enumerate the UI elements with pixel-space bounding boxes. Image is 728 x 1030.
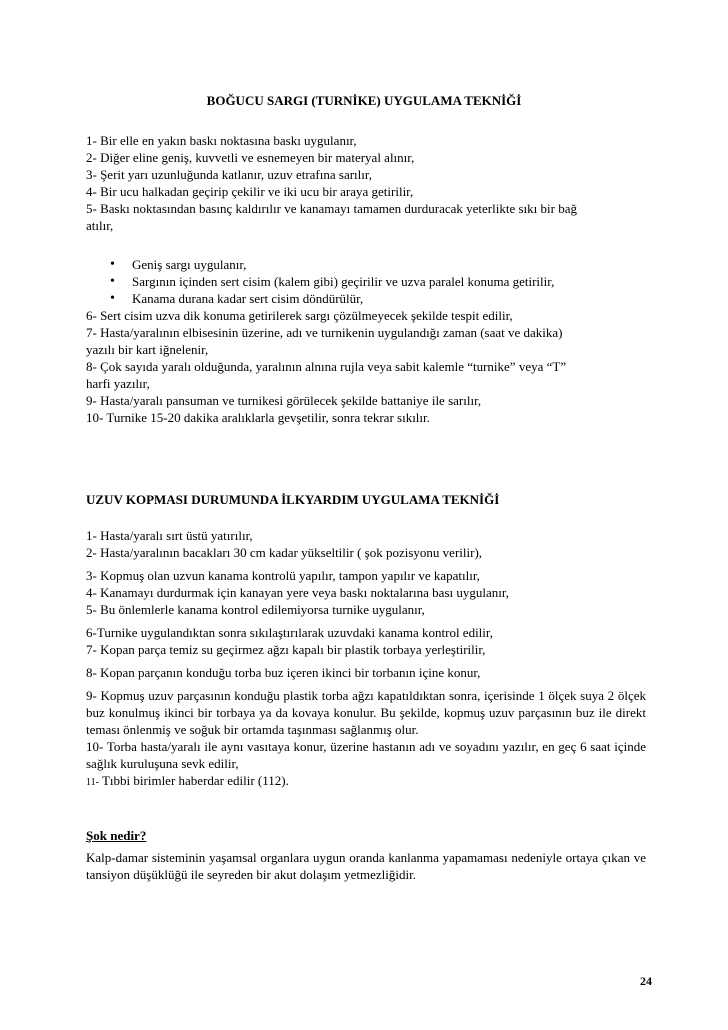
step-line: 1- Bir elle en yakın baskı noktasına baskı uygulanır, [86, 133, 357, 148]
definition-paragraph: Kalp-damar sisteminin yaşamsal organlara uygun oranda kanlanma yapamaması nedeniyle ortaya çıkan ve tansiyon düşüklüğü ile seyreden bir akut dolaşım yetmezliğidir. [86, 850, 646, 882]
step-line: 8- Çok sayıda yaralı olduğunda, yaralının alnına rujla veya sabit kalemle “turnike” veya “T” [86, 359, 567, 374]
step-line: 3- Şerit yarı uzunluğunda katlanır, uzuv etrafına sarılır, [86, 167, 372, 182]
step-line: 5- Bu önlemlerle kanama kontrol edilemiyorsa turnike uygulanır, [86, 602, 425, 617]
step-line: 2- Diğer eline geniş, kuvvetli ve esnemeyen bir materyal alınır, [86, 150, 415, 165]
step-line: 4- Bir ucu halkadan geçirip çekilir ve iki ucu bir araya getirilir, [86, 184, 414, 199]
uzuv-steps [86, 527, 646, 791]
step-number: 11- [86, 777, 99, 788]
step-paragraph: 9- Kopmuş uzuv parçasının konduğu plastik torba ağzı kapatıldıktan sonra, içerisinde 1 ölçek suya 2 ölçek buz konulmuş ikinci bir torbaya ya da kovaya konulur. Bu şekilde, kopmuş uzuv parçasının buz ile direkt teması önlenmiş ve soğuk bir ortamda taşınması sağlanmış olur. [86, 688, 646, 737]
section-heading: UZUV KOPMASI DURUMUNDA İLKYARDIM UYGULAMA TEKNİĞİ [86, 492, 500, 507]
bullet-list [86, 256, 646, 307]
step-line: 5- Baskı noktasından basınç kaldırılır ve kanamayı tamamen durduracak yeterlikte sıkı bir bağ [86, 201, 577, 216]
step-line: yazılı bir kart iğnelenir, [86, 342, 209, 357]
step-line: 6-Turnike uygulandıktan sonra sıkılaştırılarak uzuvdaki kanama kontrol edilir, [86, 625, 493, 640]
step-line: 6- Sert cisim uzva dik konuma getirilerek sargı çözülmeyecek şekilde tespit edilir, [86, 308, 513, 323]
bullet-item: • Kanama durana kadar sert cisim döndürülür, [86, 290, 646, 307]
page-number: 24 [640, 974, 652, 988]
step-paragraph: 10- Torba hasta/yaralı ile aynı vasıtaya konur, üzerine hastanın adı ve soyadını yazılır, en geç 6 saat içinde sağlık kuruluşuna sevk edilir, [86, 739, 646, 771]
bullet-item: • Sargının içinden sert cisim (kalem gibi) geçirilir ve uzva paralel konuma getirilir, [86, 273, 646, 290]
step-line: 7- Hasta/yaralının elbisesinin üzerine, adı ve turnikenin uygulandığı zaman (saat ve dakika) [86, 325, 563, 340]
step-line: 10- Turnike 15-20 dakika aralıklarla gevşetilir, sonra tekrar sıkılır. [86, 410, 430, 425]
turnike-steps [86, 132, 646, 234]
section-heading: Şok nedir? [86, 828, 147, 843]
step-text: Tıbbi birimler haberdar edilir (112). [98, 773, 289, 788]
bullet-item: • Geniş sargı uygulanır, [86, 256, 646, 273]
step-line: 2- Hasta/yaralının bacakları 30 cm kadar yükseltilir ( şok pozisyonu verilir), [86, 545, 483, 560]
step-line: 8- Kopan parçanın konduğu torba buz içeren ikinci bir torbanın içine konur, [86, 665, 481, 680]
step-line [86, 772, 646, 791]
step-line: atılır, [86, 218, 114, 233]
step-line: 7- Kopan parça temiz su geçirmez ağzı kapalı bir plastik torbaya yerleştirilir, [86, 642, 486, 657]
page-title: BOĞUCU SARGI (TURNİKE) UYGULAMA TEKNİĞİ [206, 93, 522, 108]
step-line: 1- Hasta/yaralı sırt üstü yatırılır, [86, 528, 253, 543]
turnike-bullets [86, 256, 646, 426]
step-line: 4- Kanamayı durdurmak için kanayan yere veya baskı noktalarına bası uygulanır, [86, 585, 509, 600]
step-line: harfi yazılır, [86, 376, 150, 391]
step-line: 3- Kopmuş olan uzvun kanama kontrolü yapılır, tampon yapılır ve kapatılır, [86, 568, 480, 583]
step-line: 9- Hasta/yaralı pansuman ve turnikesi görülecek şekilde battaniye ile sarılır, [86, 393, 482, 408]
